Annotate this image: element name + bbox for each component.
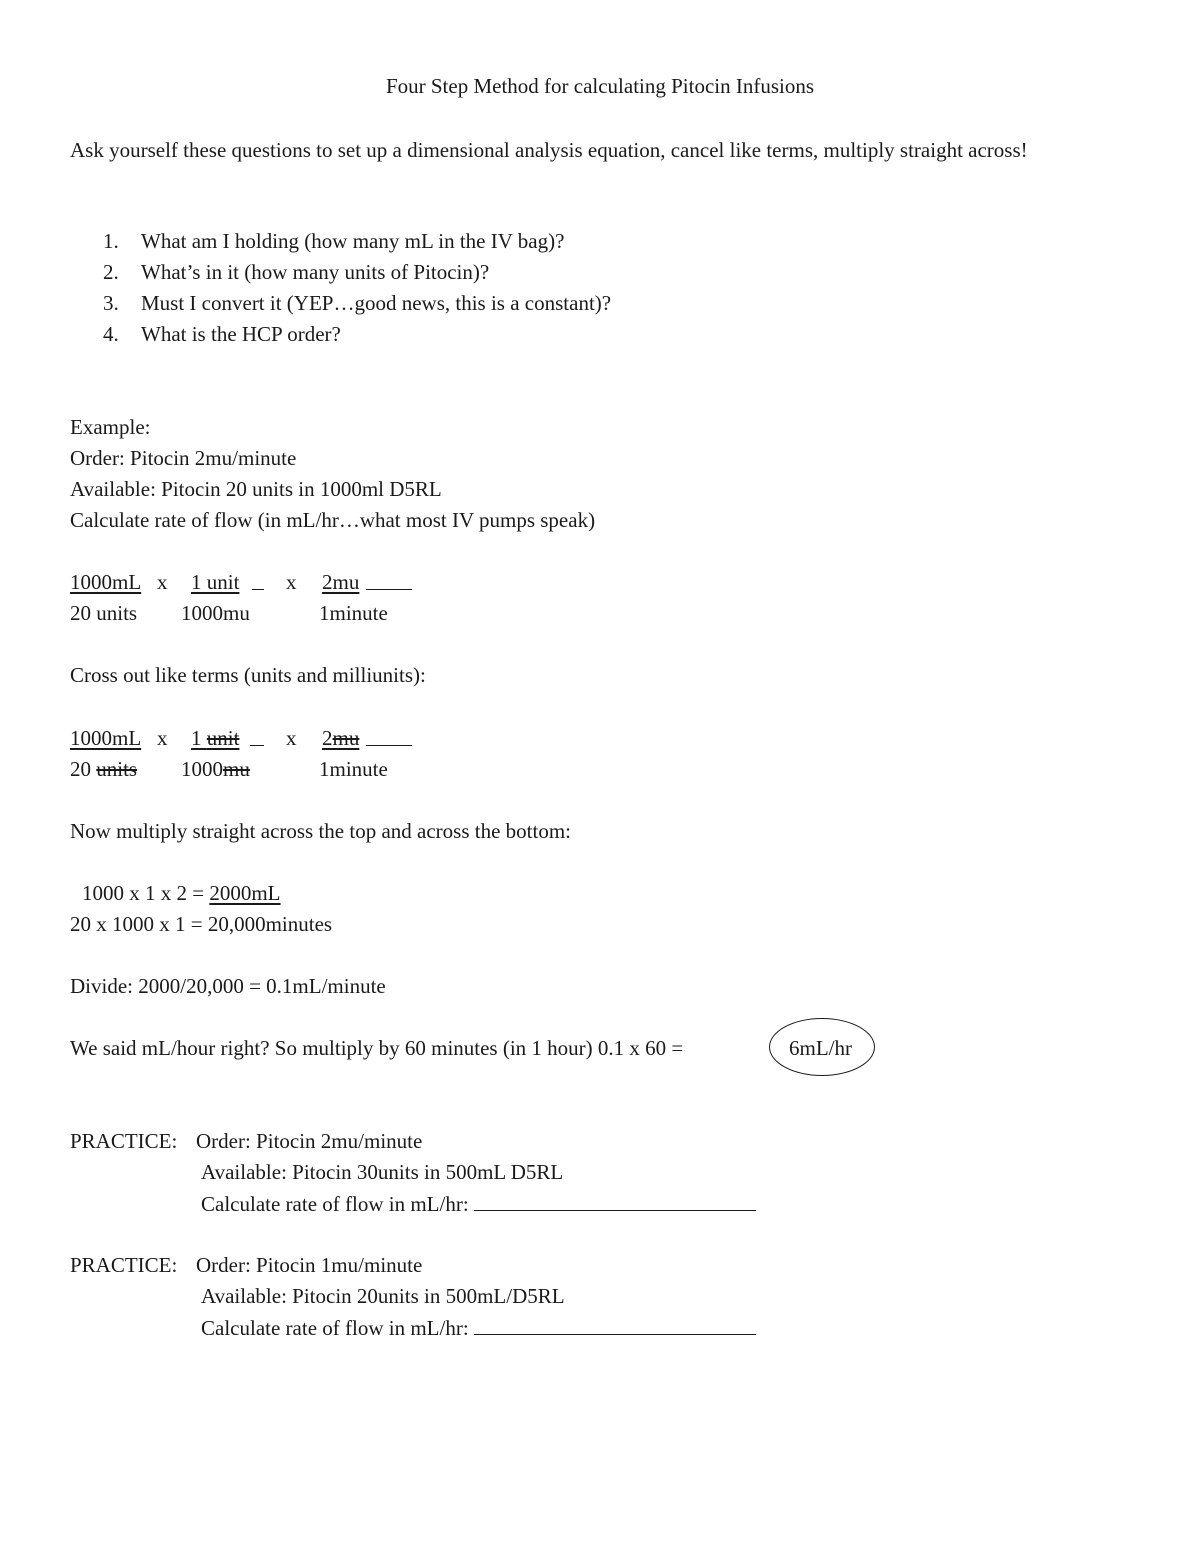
intro-paragraph: Ask yourself these questions to set up a dimensional analysis equation, cancel like terms, multiply straight across! xyxy=(70,138,1028,162)
eq2-denominator-1: 20 units xyxy=(70,757,138,781)
eq2-numerator-1: 1000mL xyxy=(70,726,142,750)
answer-value: 6mL/hr xyxy=(789,1036,852,1060)
multiply-top: 1000 x 1 x 2 = 2000mL xyxy=(82,881,281,905)
practice-1-order: Order: Pitocin 2mu/minute xyxy=(196,1129,423,1153)
eq1-denominator-2: 1000mu xyxy=(181,601,250,625)
practice-1-available: Available: Pitocin 30units in 500mL D5RL xyxy=(201,1160,564,1184)
eq2-numerator-3: 2mu xyxy=(322,726,360,750)
example-available: Available: Pitocin 20 units in 1000ml D5RL xyxy=(70,477,442,501)
eq1-numerator-3: 2mu xyxy=(322,570,360,594)
page-title: Four Step Method for calculating Pitocin Infusions xyxy=(385,74,815,98)
question-text: What am I holding (how many mL in the IV bag)? xyxy=(141,229,565,253)
question-number: 2. xyxy=(103,260,119,284)
practice-2-calculate: Calculate rate of flow in mL/hr: xyxy=(201,1314,756,1341)
eq1-times-2: x xyxy=(286,570,297,594)
cancelled-term: unit xyxy=(206,726,240,750)
question-text: What is the HCP order? xyxy=(141,322,341,346)
eq1-times-1: x xyxy=(157,570,168,594)
cancelled-term: mu xyxy=(223,757,250,781)
eq2-denominator-3: 1minute xyxy=(319,757,388,781)
practice-2-answer-blank[interactable] xyxy=(474,1314,756,1335)
multiply-instruction: Now multiply straight across the top and across the bottom: xyxy=(70,819,572,843)
practice-2-available: Available: Pitocin 20units in 500mL/D5RL xyxy=(201,1284,565,1308)
practice-1-label: PRACTICE: xyxy=(70,1129,178,1153)
practice-2-order: Order: Pitocin 1mu/minute xyxy=(196,1253,423,1277)
multiply-top-result: 2000mL xyxy=(209,881,281,905)
eq1-numerator-1: 1000mL xyxy=(70,570,142,594)
eq1-denominator-1: 20 units xyxy=(70,601,138,625)
divide-line: Divide: 2000/20,000 = 0.1mL/minute xyxy=(70,974,386,998)
eq2-numerator-2: 1 unit xyxy=(191,726,240,750)
example-label: Example: xyxy=(70,415,151,439)
cancelled-term: units xyxy=(96,757,138,781)
eq1-numerator-2: 1 unit xyxy=(191,570,240,594)
multiply-bottom: 20 x 1000 x 1 = 20,000minutes xyxy=(70,912,333,936)
eq2-times-1: x xyxy=(157,726,168,750)
eq1-underline-tail xyxy=(252,569,264,590)
example-calculate: Calculate rate of flow (in mL/hr…what most IV pumps speak) xyxy=(70,508,596,532)
eq2-denominator-2: 1000mu xyxy=(181,757,250,781)
question-number: 1. xyxy=(103,229,119,253)
question-number: 4. xyxy=(103,322,119,346)
question-text: Must I convert it (YEP…good news, this is a constant)? xyxy=(141,291,612,315)
cross-out-instruction: Cross out like terms (units and milliunits): xyxy=(70,663,426,687)
eq2-times-2: x xyxy=(286,726,297,750)
question-number: 3. xyxy=(103,291,119,315)
eq1-underline-tail xyxy=(366,569,412,590)
practice-1-calculate: Calculate rate of flow in mL/hr: xyxy=(201,1190,756,1217)
eq2-underline-tail xyxy=(366,725,412,746)
practice-1-answer-blank[interactable] xyxy=(474,1190,756,1211)
cancelled-term: mu xyxy=(332,726,360,750)
hour-conversion: We said mL/hour right? So multiply by 60 minutes (in 1 hour) 0.1 x 60 = xyxy=(70,1036,684,1060)
practice-2-label: PRACTICE: xyxy=(70,1253,178,1277)
example-order: Order: Pitocin 2mu/minute xyxy=(70,446,297,470)
eq2-underline-tail xyxy=(250,725,264,746)
question-text: What’s in it (how many units of Pitocin)? xyxy=(141,260,490,284)
eq1-denominator-3: 1minute xyxy=(319,601,388,625)
